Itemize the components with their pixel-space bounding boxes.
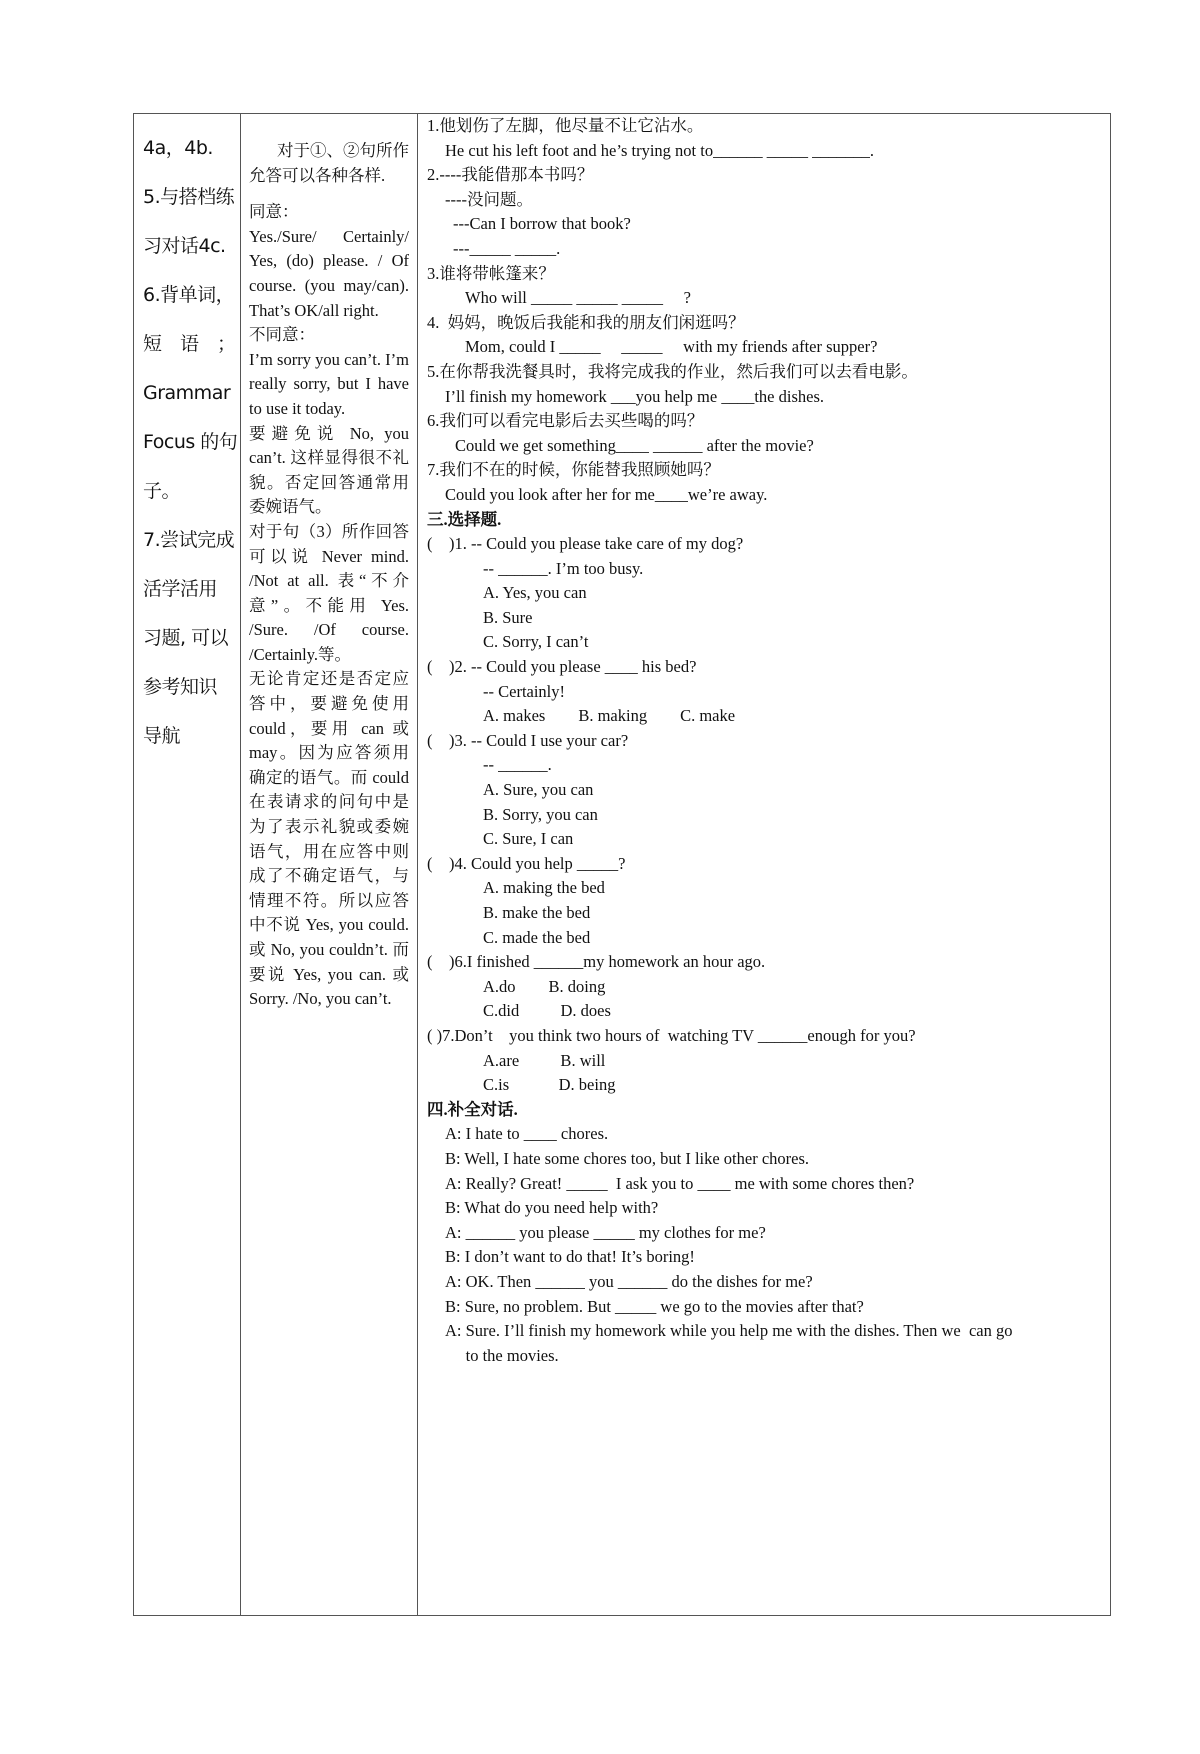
task-line: Grammar (143, 382, 231, 404)
choice-question: ( )4. Could you help _____? (427, 853, 626, 873)
choice-option: C. Sorry, I can’t (483, 632, 589, 652)
dialog-line: to the movies. (445, 1345, 559, 1365)
dialog-line: A: Sure. I’ll finish my homework while you help me with the dishes. Then we can go (445, 1321, 1013, 1341)
dialog-line: A: Really? Great! _____ I ask you to ____ me with some chores then? (445, 1173, 915, 1193)
task-line: 7.尝试完成 (143, 529, 235, 551)
choice-question: ( )6.I finished ______my homework an hour ago. (427, 952, 766, 972)
agree-title: 同意： (249, 202, 299, 222)
task-line: 导航 (143, 725, 181, 747)
disagree-items: I’m sorry you can’t. I’m really sorry, but I have to use it today. (249, 349, 409, 418)
translation-en: ---Can I borrow that book? (453, 214, 631, 234)
choice-question: ( )7.Don’t you think two hours of watching TV ______enough for you? (427, 1025, 916, 1045)
choice-options: A. makes B. making C. make (483, 706, 736, 726)
translation-cn: 3.谁将带帐篷来？ (427, 263, 555, 283)
disagree-title: 不同意： (249, 325, 315, 345)
choice-option: B. make the bed (483, 903, 591, 922)
translation-cn: 4. 妈妈，晚饭后我能和我的朋友们闲逛吗？ (427, 312, 745, 332)
choice-options: C.did D. does (483, 1001, 611, 1021)
task-line: 短 语 ； (143, 333, 236, 355)
choice-option: C. made the bed (483, 927, 591, 947)
task-line: 6.背单词， (143, 284, 235, 306)
translation-en: Who will _____ _____ _____ ? (465, 288, 691, 308)
translation-cn: 6.我们可以看完电影后去买些喝的吗？ (427, 411, 704, 431)
notes-column (241, 114, 418, 1615)
choice-prompt: -- ______. I’m too busy. (483, 558, 644, 578)
dialog-line: A: I hate to ____ chores. (445, 1124, 609, 1144)
translation-en: I’ll finish my homework ___you help me ____the dishes. (445, 386, 824, 406)
translation-cn: 1.他划伤了左脚，他尽量不让它沾水。 (427, 116, 704, 135)
choice-options: A.do B. doing (483, 976, 606, 996)
choice-option: B. Sure (483, 607, 533, 627)
task-column (134, 114, 241, 1615)
exercise-column (418, 114, 1110, 1615)
task-line: 子。 (143, 480, 181, 502)
task-line: 活学活用 (143, 578, 218, 600)
dialog-line: B: I don’t want to do that! It’s boring! (445, 1247, 695, 1267)
task-line: 习对话4c. (143, 235, 226, 257)
translation-en: Could we get something____ ______ after the movie? (455, 435, 814, 455)
task-line: 5.与搭档练 (143, 186, 235, 208)
task-line: 4a，4b. (143, 137, 213, 159)
choice-option: A. Sure, you can (483, 780, 594, 800)
dialog-line: B: What do you need help with? (445, 1198, 659, 1218)
task-line: 参考知识 (143, 676, 218, 698)
choice-option: A. Yes, you can (483, 583, 587, 603)
dialog-line: A: OK. Then ______ you ______ do the dishes for me? (445, 1271, 813, 1291)
choice-options: C.is D. being (483, 1075, 616, 1095)
translation-cn: 5.在你帮我洗餐具时，我将完成我的作业，然后我们可以去看电影。 (427, 361, 918, 381)
avoid-note: 要避免说 No, you can’t. 这样显得很不礼貌。否定回答通常用委婉语气。 (249, 423, 409, 517)
translation-cn: 2.----我能借那本书吗？ (427, 165, 594, 185)
translation-en: Mom, could I _____ _____ with my friends after supper? (465, 337, 878, 357)
task-line: Focus 的句 (143, 431, 238, 453)
choice-option: A. making the bed (483, 878, 605, 898)
sentence3-note: 对于句（3）所作回答可以说 Never mind. /Not at all. 表“不介意”。不能用 Yes. /Sure. /Of course. /Certainly.等。 (249, 521, 409, 664)
choice-question: ( )1. -- Could you please take care of my dog? (427, 534, 744, 554)
choice-options: A.are B. will (483, 1050, 606, 1070)
choice-prompt: -- Certainly! (483, 681, 566, 701)
dialog-section-title: 四.补全对话. (427, 1099, 518, 1119)
dialog-line: B: Sure, no problem. But _____ we go to the movies after that? (445, 1296, 864, 1316)
translation-en: He cut his left foot and he’s trying not to______ _____ _______. (445, 140, 874, 160)
choice-option: C. Sure, I can (483, 829, 574, 849)
choice-question: ( )3. -- Could I use your car? (427, 730, 629, 750)
choice-prompt: -- ______. (483, 755, 552, 775)
translation-cn: 7.我们不在的时候，你能替我照顾她吗？ (427, 460, 720, 480)
task-line: 习题, 可以 (143, 627, 229, 649)
dialog-line: A: ______ you please _____ my clothes for me? (445, 1222, 766, 1242)
agree-items: Yes./Sure/ Certainly/ Yes, (do) please. / Of course. (you may/can). That’s OK/all right. (249, 226, 409, 320)
dialog-line: B: Well, I hate some chores too, but I like other chores. (445, 1148, 810, 1168)
translation-en: ---_____ _____. (453, 238, 561, 258)
worksheet-table (133, 113, 1111, 1616)
notes-intro: 对于①、②句所作允答可以各种各样. (249, 141, 409, 185)
could-note: 无论肯定还是否定应答中，要避免使用 could，要用 can 或 may。因为应答须用确定的语气。而 could 在表请求的问句中是为了表示礼貌或委婉语气，用在应答中则成了不确定语气，与情理不符。所以应答中不说 Yes, you could. 或 No, you couldn’t. 而要说 Yes, you can. 或 Sorry. /No, you can’t. (249, 669, 409, 1009)
choice-section-title: 三.选择题. (427, 509, 502, 529)
translation-en: Could you look after her for me____we’re away. (445, 484, 768, 504)
choice-option: B. Sorry, you can (483, 804, 598, 824)
translation-cn: ----没问题。 (445, 189, 533, 209)
choice-question: ( )2. -- Could you please ____ his bed? (427, 657, 697, 677)
